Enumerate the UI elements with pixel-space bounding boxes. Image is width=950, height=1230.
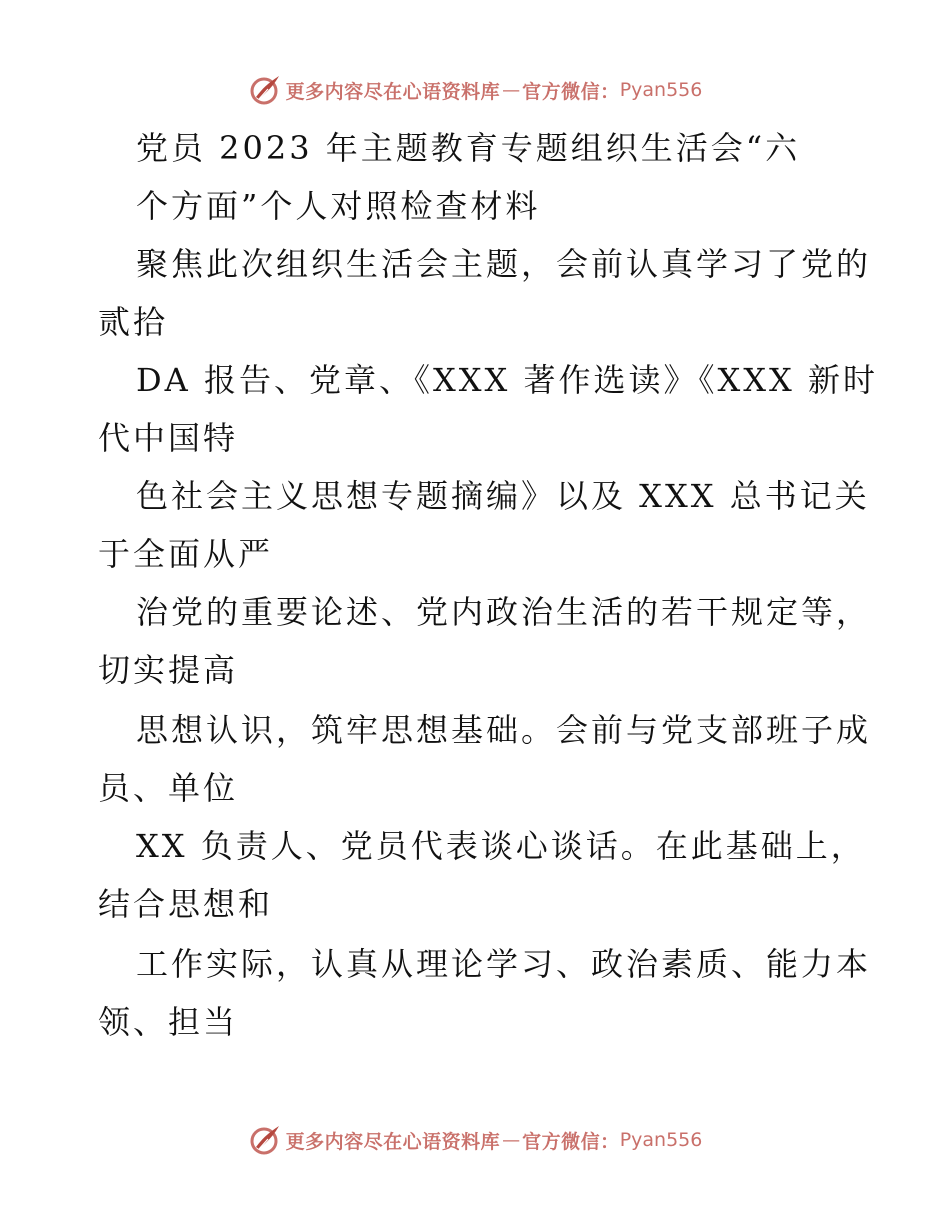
paragraph-line: 思想认识，筑牢思想基础。会前与党支部班子成 [136, 711, 872, 749]
watermark-separator: — [502, 79, 521, 101]
quill-logo-icon [248, 73, 282, 107]
quill-logo-icon [248, 1123, 282, 1157]
paragraph-line: 代中国特 [98, 419, 239, 457]
footer-watermark [0, 1120, 950, 1160]
title-line-1: 党员 2023 年主题教育专题组织生活会“六 [136, 129, 801, 167]
paragraph-line: XX 负责人、党员代表谈心谈话。在此基础上， [136, 827, 866, 865]
watermark-label: 官方微信： [522, 1130, 620, 1153]
paragraph-line: 聚焦此次组织生活会主题，会前认真学习了党的 [136, 245, 872, 283]
watermark-main-text: 更多内容尽在心语资料库 [285, 1130, 501, 1153]
watermark-main-text: 更多内容尽在心语资料库 [285, 80, 501, 103]
paragraph-line: 贰拾 [98, 303, 169, 341]
paragraph-line: 领、担当 [98, 1003, 239, 1041]
paragraph-line: 色社会主义思想专题摘编》以及 XXX 总书记关 [136, 477, 870, 515]
watermark-account: Pyan556 [619, 1129, 703, 1151]
paragraph-line: 切实提高 [98, 651, 239, 689]
watermark-label: 官方微信： [522, 80, 620, 103]
paragraph-line: 于全面从严 [98, 535, 274, 573]
title-line-2: 个方面”个人对照检查材料 [136, 187, 541, 225]
paragraph-line: 员、单位 [98, 769, 239, 807]
watermark-account: Pyan556 [619, 79, 703, 101]
watermark-separator: — [502, 1129, 521, 1151]
paragraph-line: 工作实际，认真从理论学习、政治素质、能力本 [136, 945, 872, 983]
paragraph-line: 结合思想和 [98, 885, 274, 923]
paragraph-line: 治党的重要论述、党内政治生活的若干规定等， [136, 593, 872, 631]
header-watermark [0, 70, 950, 110]
paragraph-line: DA 报告、党章、《XXX 著作选读》《XXX 新时 [136, 361, 878, 399]
